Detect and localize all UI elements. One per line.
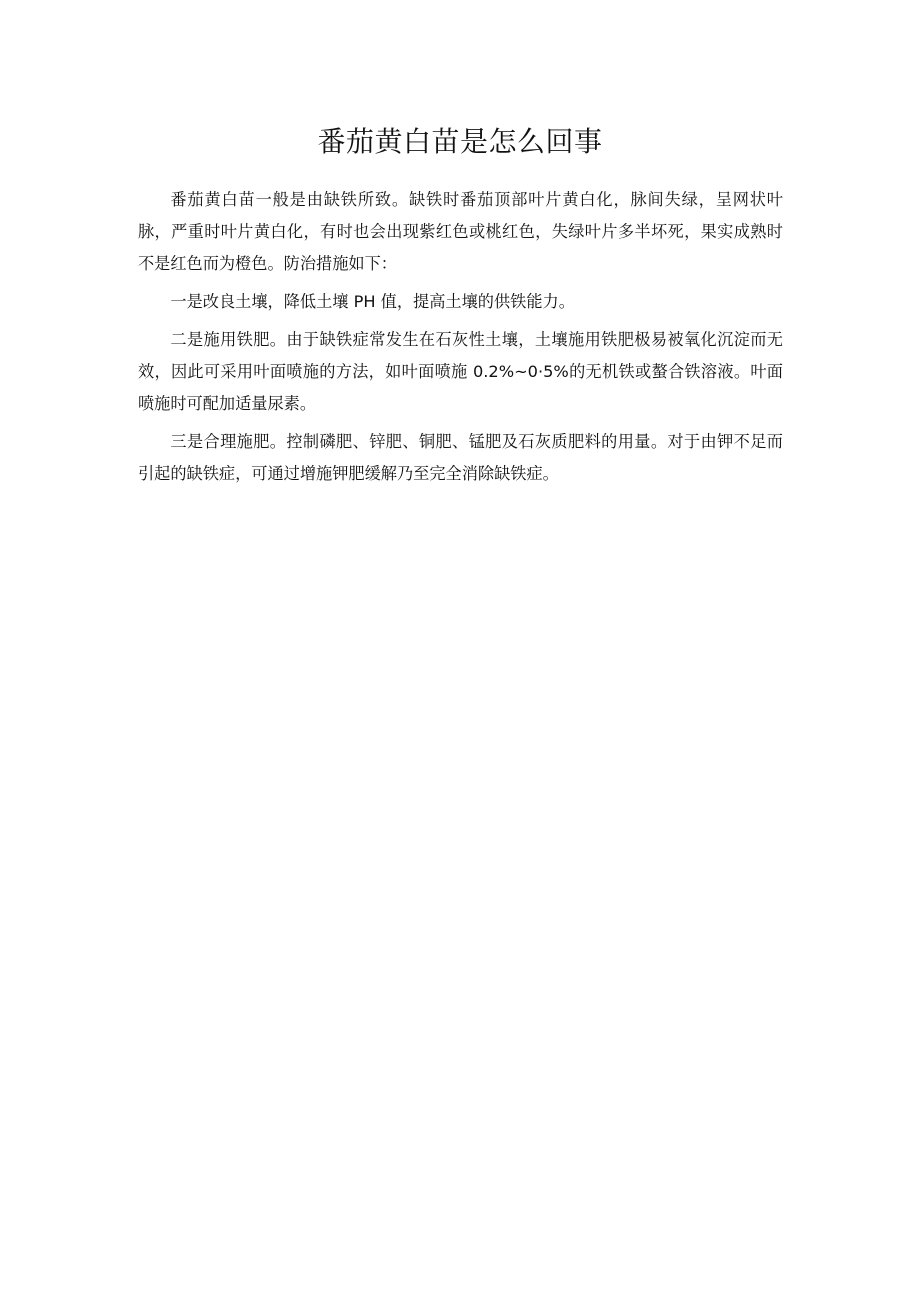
- paragraph-measure-2: 二是施用铁肥。由于缺铁症常发生在石灰性土壤，土壤施用铁肥极易被氧化沉淀而无效，因此可采用叶面喷施的方法，如叶面喷施 0.2%~0·5%的无机铁或螯合铁溶液。叶面喷施时可配加适量尿素。: [138, 330, 783, 413]
- document-body: [138, 184, 783, 496]
- paragraph-measure-1: 一是改良土壤，降低土壤 PH 值，提高土壤的供铁能力。: [170, 292, 575, 311]
- paragraph-measure-3: 三是合理施肥。控制磷肥、锌肥、铜肥、锰肥及石灰质肥料的用量。对于由钾不足而引起的缺铁症，可通过增施钾肥缓解乃至完全消除缺铁症。: [138, 432, 783, 483]
- paragraph-intro: 番茄黄白苗一般是由缺铁所致。缺铁时番茄顶部叶片黄白化，脉间失绿，呈网状叶脉，严重时叶片黄白化，有时也会出现紫红色或桃红色，失绿叶片多半坏死，果实成熟时不是红色而为橙色。防治措施如下：: [138, 190, 783, 273]
- document-title: 番茄黄白苗是怎么回事: [317, 125, 603, 158]
